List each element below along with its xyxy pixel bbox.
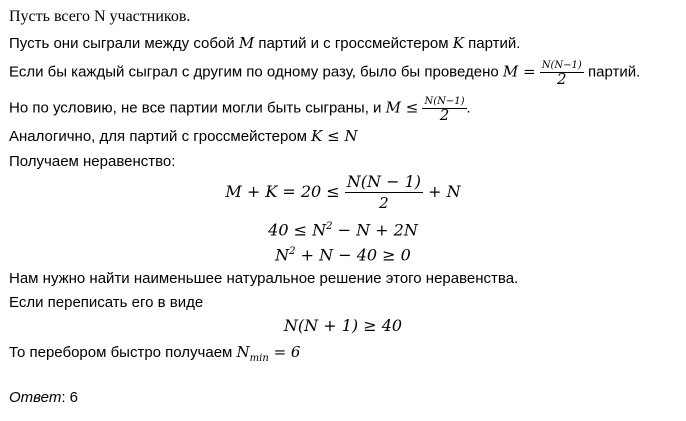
grandmaster-text: Аналогично, для партий с гроссмейстером xyxy=(9,128,307,145)
games-text-b: партий и с гроссмейстером xyxy=(258,35,449,52)
total-games-text: Если бы каждый сыграл с другим по одному разу, было бы проведено xyxy=(9,63,499,81)
inequality-main-left: M + K = 20 ≤ xyxy=(225,182,340,201)
inequality-intro-text: Получаем неравенство: xyxy=(9,153,176,170)
var-M: M xyxy=(238,34,255,52)
fraction-condition-numerator: N(N−1) xyxy=(424,96,465,107)
find-solution-line xyxy=(9,270,518,288)
inequality-second-exp: 2 xyxy=(326,221,333,232)
result-text: То перебором быстро получаем xyxy=(9,344,233,361)
answer-line xyxy=(9,389,78,407)
answer-label: Ответ xyxy=(9,389,62,406)
inequality-main xyxy=(0,172,686,213)
answer-value: : 6 xyxy=(61,389,79,406)
fraction-main xyxy=(345,172,423,213)
total-games-line xyxy=(9,60,641,88)
inequality-second-right: − N + 2N xyxy=(337,220,418,240)
inequality-rewritten-text: N(N + 1) ≥ 40 xyxy=(283,316,403,335)
rewrite-line xyxy=(9,294,203,312)
inequality-second xyxy=(0,216,686,241)
nmin-expression xyxy=(236,343,301,364)
inequality-third-left: N xyxy=(275,245,290,265)
le-M: M ≤ xyxy=(385,98,419,117)
inequality-second-left: 40 ≤ N xyxy=(268,220,327,240)
games-text-a: Пусть они сыграли между собой xyxy=(9,35,235,52)
intro-text: Пусть всего N участников. xyxy=(9,8,191,25)
condition-line xyxy=(9,96,471,124)
nmin-sub: min xyxy=(249,353,269,364)
total-games-tail: партий. xyxy=(588,63,641,81)
nmin-base: N xyxy=(236,343,250,361)
inequality-third-right: + N − 40 ≥ 0 xyxy=(300,245,411,265)
fraction-condition xyxy=(422,96,466,124)
fraction-total-numerator: N(N−1) xyxy=(541,60,582,71)
inequality-intro xyxy=(9,153,175,171)
K-le-N: K ≤ N xyxy=(311,127,358,145)
games-line xyxy=(9,34,520,53)
find-solution-text: Нам нужно найти наименьшее натуральное решение этого неравенства. xyxy=(9,270,519,287)
result-line xyxy=(9,343,300,368)
inequality-rewritten xyxy=(0,315,686,337)
var-K: K xyxy=(452,34,464,52)
eq-M: M = xyxy=(502,62,536,81)
rewrite-text: Если переписать его в виде xyxy=(9,294,204,311)
nmin-right: = 6 xyxy=(273,343,301,361)
inequality-third-exp: 2 xyxy=(289,246,296,257)
fraction-condition-denominator: 2 xyxy=(439,106,450,124)
fraction-main-denominator: 2 xyxy=(379,194,389,212)
condition-period: . xyxy=(466,99,471,117)
condition-text: Но по условию, не все партии могли быть сыграны, и xyxy=(9,99,382,117)
fraction-total-denominator: 2 xyxy=(557,70,567,88)
intro-line xyxy=(9,8,190,26)
inequality-third xyxy=(0,241,686,266)
inequality-main-right: + N xyxy=(428,182,461,201)
games-text-c: партий. xyxy=(468,35,521,52)
fraction-main-numerator: N(N − 1) xyxy=(346,172,422,191)
fraction-total xyxy=(540,60,584,88)
grandmaster-line xyxy=(9,127,358,146)
